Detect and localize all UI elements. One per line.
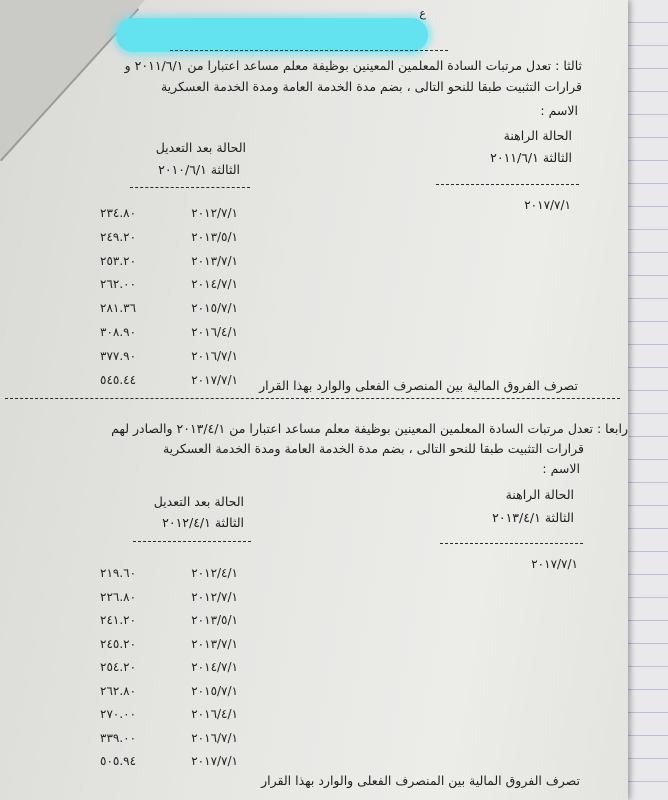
- table-row: [100, 373, 238, 387]
- section3-after-title: الحالة بعد التعديل: [155, 140, 246, 155]
- redaction-mark: [116, 18, 428, 52]
- section-divider: [5, 398, 620, 399]
- effective-date: ٢٠١٤/٧/١: [191, 660, 238, 674]
- effective-date: ٢٠١٥/٧/١: [191, 683, 238, 698]
- section4-current-title: الحالة الراهنة: [505, 487, 574, 502]
- salary-amount: ٣٧٧.٩٠: [100, 348, 137, 363]
- salary-amount: ٥٤٥.٤٤: [100, 372, 137, 387]
- effective-date: ٢٠١٢/٧/١: [191, 589, 238, 604]
- salary-amount: ٢٤٩.٢٠: [100, 229, 137, 244]
- table-row: [100, 277, 238, 291]
- effective-date: ٢٠١٧/٧/١: [191, 372, 238, 387]
- section3-current-grade: الثالثة ٢٠١١/٦/١: [490, 150, 572, 165]
- table-row: [100, 254, 238, 268]
- header-divider: [170, 50, 448, 51]
- effective-date: ٢٠١٧/٧/١: [191, 754, 238, 768]
- effective-date: ٢٠١٦/٧/١: [191, 730, 238, 745]
- salary-amount: ٢٨١.٣٦: [100, 301, 137, 316]
- salary-amount: ٢٤١.٢٠: [100, 613, 137, 627]
- effective-date: ٢٠١٢/٧/١: [191, 206, 238, 220]
- section3-current-title: الحالة الراهنة: [503, 128, 572, 143]
- section4-disburse-note: تصرف الفروق المالية بين المنصرف الفعلى والوارد بهذا القرار: [261, 773, 580, 788]
- effective-date: ٢٠١٦/٤/١: [191, 707, 238, 721]
- salary-amount: ٢٥٤.٢٠: [100, 660, 137, 674]
- salary-amount: ٢٢٦.٨٠: [100, 589, 137, 604]
- table-row: [100, 301, 238, 315]
- effective-date: ٢٠١٣/٥/١: [191, 613, 238, 627]
- section4-after-title: الحالة بعد التعديل: [153, 494, 244, 509]
- table-row: [100, 731, 238, 745]
- section3-current-divider: [436, 184, 579, 185]
- section4-current-divider: [440, 543, 583, 544]
- table-row: [100, 325, 238, 339]
- table-row: [100, 754, 238, 768]
- section3-heading-line2: قرارات التثبيت طبقا للنحو التالى ، بضم مدة الخدمة العامة ومدة الخدمة العسكرية: [160, 79, 582, 94]
- table-row: [100, 707, 238, 721]
- salary-amount: ٢٦٢.٠٠: [100, 277, 137, 292]
- section3-heading-line1: ثالثا : تعدل مرتبات السادة المعلمين المعينين بوظيفة معلم مساعد اعتبارا من ٢٠١١/٦/١ و: [124, 58, 582, 73]
- salary-amount: ٢٤٥.٢٠: [100, 636, 137, 651]
- effective-date: ٢٠١٤/٧/١: [191, 277, 238, 292]
- table-row: [100, 349, 238, 363]
- section4-current-grade: الثالثة ٢٠١٣/٤/١: [492, 510, 574, 525]
- effective-date: ٢٠١٦/٤/١: [191, 325, 238, 339]
- section3-after-grade: الثالثة ٢٠١٠/٦/١: [158, 162, 240, 177]
- table-row: [100, 613, 238, 627]
- table-row: [100, 566, 238, 580]
- section3-current-date: ٢٠١٧/٧/١: [524, 198, 571, 212]
- effective-date: ٢٠١٥/٧/١: [191, 301, 238, 316]
- section3-after-divider: [130, 187, 250, 188]
- salary-amount: ٣٠٨.٩٠: [100, 325, 137, 339]
- section3-name-label: الاسم :: [540, 103, 578, 118]
- salary-amount: ٢١٩.٦٠: [100, 566, 137, 580]
- effective-date: ٢٠١٣/٧/١: [191, 253, 238, 268]
- section3-disburse-note: تصرف الفروق المالية بين المنصرف الفعلى والوارد بهذا القرار: [259, 378, 578, 393]
- effective-date: ٢٠١٣/٧/١: [191, 636, 238, 651]
- section4-after-grade: الثالثة ٢٠١٢/٤/١: [162, 515, 244, 530]
- table-row: [100, 637, 238, 651]
- salary-amount: ٢٧٠.٠٠: [100, 707, 137, 721]
- header-mark: ع: [419, 7, 426, 20]
- salary-amount: ٥٠٥.٩٤: [100, 754, 137, 768]
- salary-amount: ٢٥٣.٢٠: [100, 253, 137, 268]
- table-row: [100, 590, 238, 604]
- effective-date: ٢٠١٢/٤/١: [191, 566, 238, 580]
- section4-heading-line2: قرارات التثبيت طبقا للنحو التالى ، بضم مدة الخدمة العامة ومدة الخدمة العسكرية: [162, 441, 584, 456]
- table-row: [100, 230, 238, 244]
- section4-current-date: ٢٠١٧/٧/١: [531, 557, 578, 571]
- section4-after-divider: [133, 541, 251, 542]
- effective-date: ٢٠١٣/٥/١: [191, 229, 238, 244]
- table-row: [100, 660, 238, 674]
- table-row: [100, 206, 238, 220]
- salary-amount: ٢٣٤.٨٠: [100, 206, 137, 220]
- section4-name-label: الاسم :: [542, 461, 580, 476]
- salary-amount: ٣٣٩.٠٠: [100, 730, 137, 745]
- salary-amount: ٢٦٢.٨٠: [100, 683, 137, 698]
- effective-date: ٢٠١٦/٧/١: [191, 348, 238, 363]
- section4-heading-line1: رابعا : تعدل مرتبات السادة المعلمين المعينين بوظيفة معلم مساعد اعتبارا من ٢٠١٣/٤/١ والصادر لهم: [111, 421, 628, 436]
- table-row: [100, 684, 238, 698]
